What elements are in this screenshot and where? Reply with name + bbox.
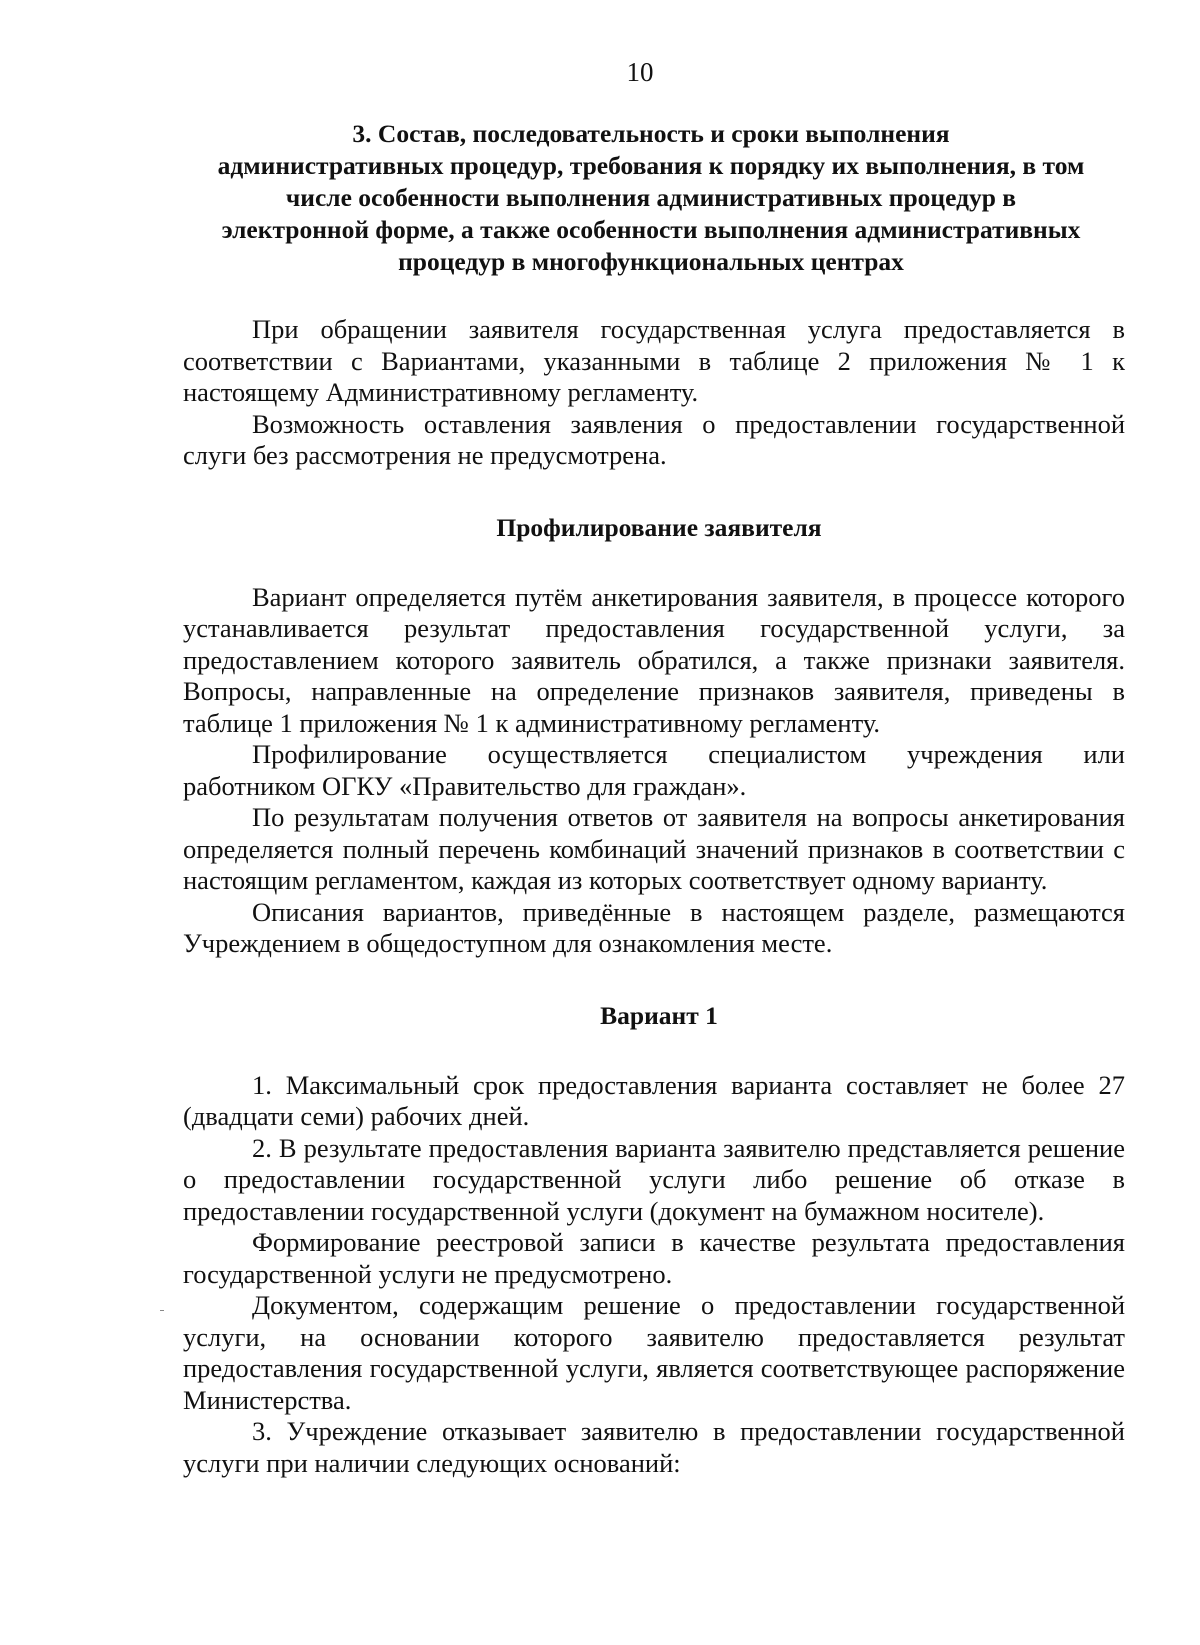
variant-paragraph: 2. В результате предоставления варианта заявителю представляется решение о предоставлении государственной услуги либо решение об отказе в предоставлении государственной услуги (документ на бумажном носителе). [183, 1132, 1125, 1226]
variant-paragraph: 3. Учреждение отказывает заявителю в предоставлении государственной услуги при наличии следующих оснований: [183, 1416, 1125, 1478]
section-title-line: административных процедур, требования к порядку их выполнения, в том [217, 151, 1085, 180]
section-title [177, 118, 1125, 278]
variant-paragraph: 1. Максимальный срок предоставления варианта составляет не более 27 (двадцати семи) рабочих дней. [183, 1069, 1125, 1131]
profiling-paragraph: Профилирование осуществляется специалистом учреждения или работником ОГКУ «Правительство для граждан». [183, 739, 1125, 801]
variant-paragraph: Документом, содержащим решение о предоставлении государственной услуги, на основании которого заявителю предоставляется результат предоставления государственной услуги, является соответствующее распоряжение Министерства. [183, 1290, 1125, 1415]
scan-mark [160, 1310, 164, 1311]
variant-paragraph: Формирование реестровой записи в качестве результата предоставления государственной услуги не предусмотрено. [183, 1227, 1125, 1289]
section-title-line: электронной форме, а также особенности выполнения административных [221, 215, 1081, 244]
intro-paragraph: При обращении заявителя государственная услуга предоставляется в соответствии с Вариантами, указанными в таблице 2 приложения № 1 к настоящему Административному регламенту. [183, 314, 1125, 407]
profiling-paragraph: Вариант определяется путём анкетирования заявителя, в процессе которого устанавливается результат предоставления государственной услуги, за предоставлением которого заявитель обратился, а также признаки заявителя. Вопросы, направленные на определение признаков заявителя, приведены в таблице 1 приложения № 1 к административному регламенту. [183, 581, 1125, 738]
profiling-paragraph: По результатам получения ответов от заявителя на вопросы анкетирования определяется полный перечень комбинаций значений признаков в соответствии с настоящим регламентом, каждая из которых соответствует одному варианту. [183, 802, 1125, 895]
page-number: 10 [626, 57, 654, 87]
section-title-line: числе особенности выполнения административных процедур в [285, 183, 1017, 212]
section-title-line: процедур в многофункциональных центрах [398, 247, 904, 276]
section-title-line: 3. Состав, последовательность и сроки выполнения [352, 119, 950, 148]
intro-paragraph: Возможность оставления заявления о предоставлении государственной слуги без рассмотрения не предусмотрена. [183, 408, 1125, 470]
profiling-paragraph: Описания вариантов, приведённые в настоящем разделе, размещаются Учреждением в общедоступном для ознакомления месте. [183, 896, 1125, 958]
page-content [183, 118, 1125, 1479]
profiling-heading: Профилирование заявителя [496, 512, 822, 542]
variant-heading: Вариант 1 [600, 1000, 718, 1030]
